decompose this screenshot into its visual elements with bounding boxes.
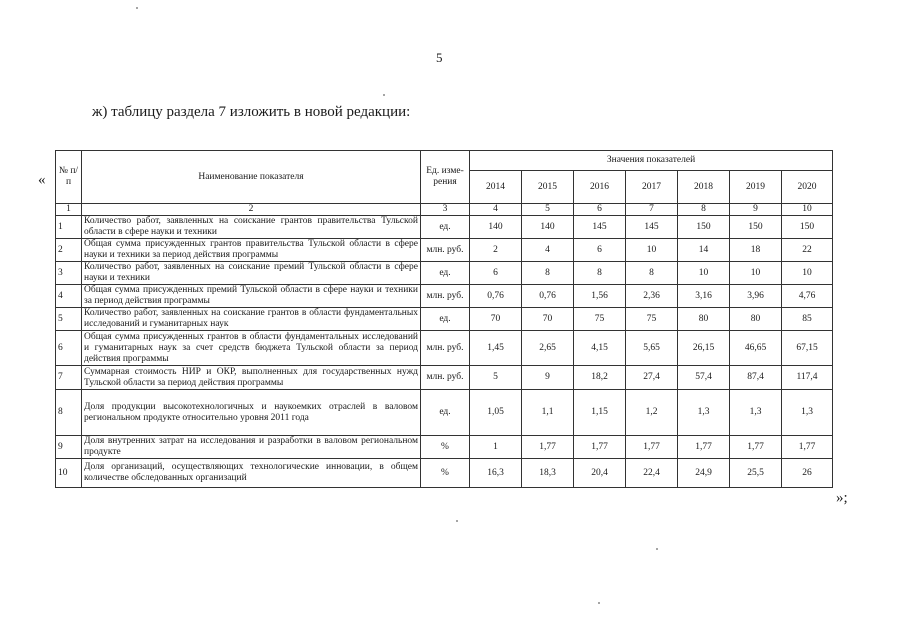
value-cell: 145 [574,216,626,239]
value-cell: 14 [678,239,730,262]
header-row-top [56,151,833,171]
row-number: 6 [56,331,82,366]
unit-cell: млн. руб. [421,285,470,308]
value-cell: 87,4 [730,366,782,390]
row-number: 10 [56,459,82,488]
column-number: 1 [56,204,82,216]
table-row [56,285,833,308]
value-cell: 5,65 [626,331,678,366]
value-cell: 2,36 [626,285,678,308]
value-cell: 10 [730,262,782,285]
indicator-name: Общая сумма присужденных премий Тульской области в сфере науки и техники за период действия программы [82,285,421,308]
value-cell: 4,76 [782,285,833,308]
table-row [56,239,833,262]
value-cell: 1,1 [522,390,574,436]
table-body [56,151,833,488]
value-cell: 1,77 [574,436,626,459]
indicator-name: Общая сумма присужденных грантов в области фундаментальных исследований и гуманитарных наук за счет средств бюджета Тульской области за период действия программы [82,331,421,366]
value-cell: 10 [782,262,833,285]
year-header: 2016 [574,171,626,204]
row-number: 1 [56,216,82,239]
table-row [56,436,833,459]
value-cell: 1,77 [626,436,678,459]
year-header: 2020 [782,171,833,204]
value-cell: 5 [470,366,522,390]
value-cell: 1,3 [730,390,782,436]
column-number: 9 [730,204,782,216]
unit-cell: ед. [421,262,470,285]
scan-speck [383,94,385,96]
value-cell: 75 [626,308,678,331]
value-cell: 1,77 [730,436,782,459]
unit-cell: млн. руб. [421,331,470,366]
value-cell: 3,16 [678,285,730,308]
value-cell: 26,15 [678,331,730,366]
value-cell: 75 [574,308,626,331]
value-cell: 117,4 [782,366,833,390]
indicator-name: Количество работ, заявленных на соискание премий Тульской области в сфере науки и техники [82,262,421,285]
header-name: Наименование показателя [82,151,421,204]
value-cell: 1 [470,436,522,459]
intro-text: ж) таблицу раздела 7 изложить в новой редакции: [92,104,411,120]
value-cell: 150 [730,216,782,239]
value-cell: 140 [470,216,522,239]
column-number: 6 [574,204,626,216]
value-cell: 6 [470,262,522,285]
value-cell: 8 [522,262,574,285]
value-cell: 57,4 [678,366,730,390]
unit-cell: ед. [421,308,470,331]
value-cell: 4,15 [574,331,626,366]
value-cell: 6 [574,239,626,262]
indicator-name: Доля продукции высокотехнологичных и наукоемких отраслей в валовом региональном продукте относительно уровня 2011 года [82,390,421,436]
value-cell: 70 [470,308,522,331]
scan-speck [136,7,138,9]
column-numbers-row [56,204,833,216]
year-header: 2018 [678,171,730,204]
value-cell: 8 [626,262,678,285]
value-cell: 22 [782,239,833,262]
value-cell: 20,4 [574,459,626,488]
value-cell: 22,4 [626,459,678,488]
value-cell: 85 [782,308,833,331]
value-cell: 24,9 [678,459,730,488]
value-cell: 1,2 [626,390,678,436]
indicator-name: Количество работ, заявленных на соискание грантов в области фундаментальных исследований и гуманитарных наук [82,308,421,331]
value-cell: 2 [470,239,522,262]
value-cell: 1,77 [522,436,574,459]
unit-cell: % [421,459,470,488]
value-cell: 140 [522,216,574,239]
year-header: 2014 [470,171,522,204]
row-number: 4 [56,285,82,308]
open-quote: « [38,172,46,188]
value-cell: 150 [782,216,833,239]
column-number: 10 [782,204,833,216]
value-cell: 1,15 [574,390,626,436]
value-cell: 10 [626,239,678,262]
indicator-name: Общая сумма присужденных грантов правительства Тульской области в сфере науки и техники за период действия программы [82,239,421,262]
value-cell: 80 [730,308,782,331]
value-cell: 1,05 [470,390,522,436]
value-cell: 1,77 [782,436,833,459]
row-number: 9 [56,436,82,459]
value-cell: 16,3 [470,459,522,488]
year-header: 2015 [522,171,574,204]
unit-cell: млн. руб. [421,366,470,390]
row-number: 7 [56,366,82,390]
table-row [56,390,833,436]
unit-cell: % [421,436,470,459]
value-cell: 26 [782,459,833,488]
year-header: 2019 [730,171,782,204]
value-cell: 46,65 [730,331,782,366]
page-number: 5 [436,50,443,65]
indicators-table [55,150,833,488]
value-cell: 3,96 [730,285,782,308]
value-cell: 80 [678,308,730,331]
value-cell: 0,76 [470,285,522,308]
value-cell: 150 [678,216,730,239]
value-cell: 8 [574,262,626,285]
indicator-name: Суммарная стоимость НИР и ОКР, выполненных для государственных нужд Тульской области за период действия программы [82,366,421,390]
column-number: 3 [421,204,470,216]
column-number: 7 [626,204,678,216]
unit-cell: млн. руб. [421,239,470,262]
value-cell: 18,2 [574,366,626,390]
value-cell: 1,3 [678,390,730,436]
column-number: 2 [82,204,421,216]
value-cell: 1,56 [574,285,626,308]
column-number: 4 [470,204,522,216]
value-cell: 9 [522,366,574,390]
value-cell: 27,4 [626,366,678,390]
column-number: 5 [522,204,574,216]
value-cell: 4 [522,239,574,262]
row-number: 2 [56,239,82,262]
value-cell: 145 [626,216,678,239]
row-number: 5 [56,308,82,331]
table-row [56,216,833,239]
year-header: 2017 [626,171,678,204]
value-cell: 1,3 [782,390,833,436]
scan-speck [656,548,658,550]
row-number: 8 [56,390,82,436]
value-cell: 2,65 [522,331,574,366]
indicator-name: Количество работ, заявленных на соискание грантов правительства Тульской области в сфере науки и техники [82,216,421,239]
value-cell: 10 [678,262,730,285]
table-row [56,308,833,331]
close-quote: »; [836,490,848,506]
header-values-group: Значения показателей [470,151,833,171]
indicator-name: Доля организаций, осуществляющих технологические инновации, в общем количестве обследованных организаций [82,459,421,488]
column-number: 8 [678,204,730,216]
unit-cell: ед. [421,390,470,436]
table-row [56,366,833,390]
row-number: 3 [56,262,82,285]
unit-cell: ед. [421,216,470,239]
value-cell: 70 [522,308,574,331]
scan-speck [598,602,600,604]
value-cell: 0,76 [522,285,574,308]
value-cell: 18 [730,239,782,262]
value-cell: 18,3 [522,459,574,488]
header-num: № п/п [56,151,82,204]
header-unit: Ед. изме-рения [421,151,470,204]
value-cell: 25,5 [730,459,782,488]
value-cell: 1,45 [470,331,522,366]
indicator-name: Доля внутренних затрат на исследования и разработки в валовом региональном продукте [82,436,421,459]
table-row [56,459,833,488]
scan-speck [456,520,458,522]
table-row [56,262,833,285]
value-cell: 1,77 [678,436,730,459]
table-row [56,331,833,366]
value-cell: 67,15 [782,331,833,366]
